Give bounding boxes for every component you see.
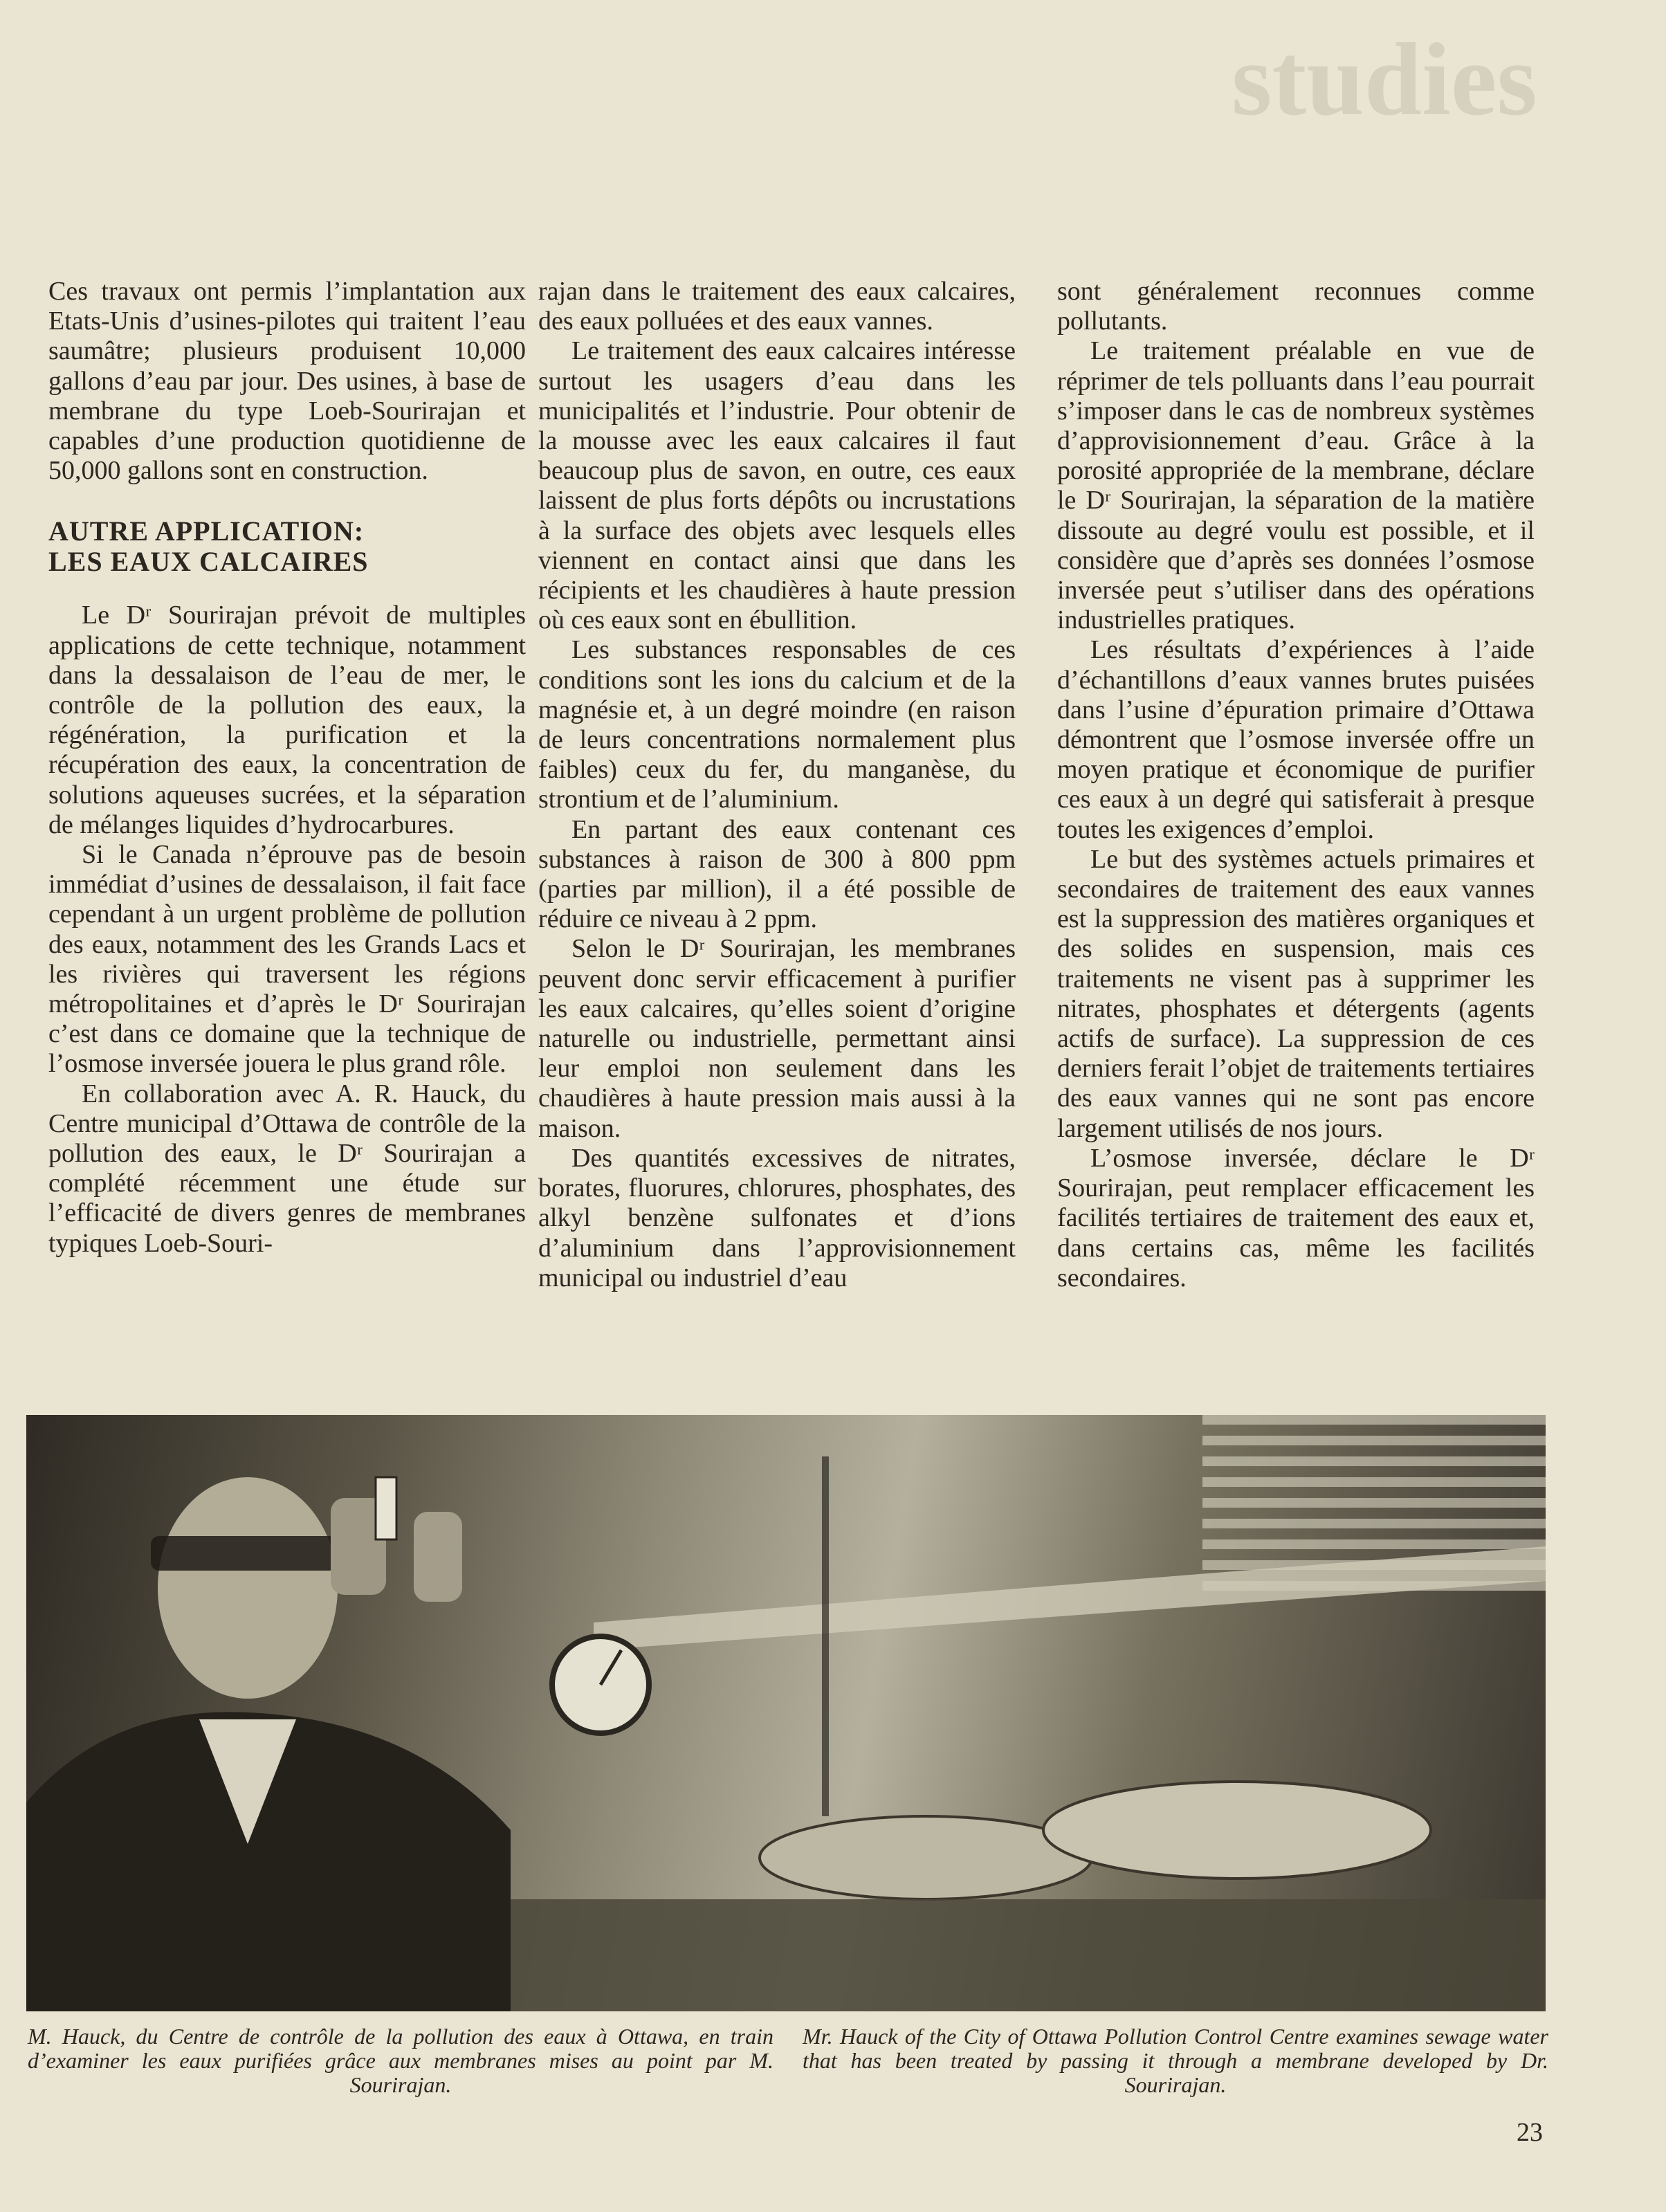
paragraph: sont généralement reconnues comme pollutants. [1057,277,1535,336]
paragraph: Les substances responsables de ces conditions sont les ions du calcium et de la magnésie et, à un degré moindre (en raison de leurs concentrations normalement plus faibles) ceux du fer, du manganèse, du strontium et de l’aluminium. [538,635,1016,814]
page-number: 23 [1517,2118,1543,2147]
photo-caption-english: Mr. Hauck of the City of Ottawa Pollution Control Centre examines sewage water that has been treated by passing it through a membrane developed by Dr. Sourirajan. [803,2024,1548,2097]
section-heading-line-2: LES EAUX CALCAIRES [48,546,369,578]
paragraph: Selon le Dʳ Sourirajan, les membranes peuvent donc servir efficacement à purifier les eaux calcaires, qu’elles soient d’origine naturelle ou industrielle, permettant ainsi leur emploi non seulement dans les chaudières à haute pression mais aussi à la maison. [538,934,1016,1143]
paragraph: Le but des systèmes actuels primaires et secondaires de traitement des eaux vannes est la suppression des matières organiques et des solides en suspension, mais ces traitements ne visent pas à supprimer les nitrates, phosphates et détergents (agents actifs de surface). La suppression de ces derniers ferait l’objet de traitements tertiaires des eaux vannes qui ne sont pas encore largement utilisés de nos jours. [1057,844,1535,1143]
paragraph: L’osmose inversée, déclare le Dʳ Sourirajan, peut remplacer efficacement les facilités tertiaires de traitement des eaux et, dans certains cas, même les facilités secondaires. [1057,1143,1535,1292]
header-bleed-text: studies [1232,28,1537,137]
section-heading-line-1: AUTRE APPLICATION: [48,515,365,547]
paragraph: Le traitement des eaux calcaires intéresse surtout les usagers d’eau dans les municipalités et l’industrie. Pour obtenir de la mousse avec les eaux calcaires il faut beaucoup plus de savon, en outre, ces eaux laissent de plus forts dépôts ou incrustations à la surface des objets avec lesquels elles viennent en contact ainsi que dans les récipients et les chaudières à haute pression où ces eaux sont en ébullition. [538,336,1016,635]
paragraph: Ces travaux ont permis l’implantation aux Etats-Unis d’usines-pilotes qui traitent l’eau saumâtre; plusieurs produisent 10,000 gallons d’eau par jour. Des usines, à base de membrane du type Loeb-Sourirajan et capables d’une production quotidienne de 50,000 gallons sont en construction. [48,277,526,486]
laboratory-photo-drawing [26,1415,1546,2011]
text-column-2 [538,277,1016,1293]
paragraph: Les résultats d’expériences à l’aide d’échantillons d’eaux vannes brutes puisées dans l’usine d’épuration primaire d’Ottawa démontrent que l’osmose inversée offre un moyen pratique et économique de purifier ces eaux à un degré qui satisferait à presque toutes les exigences d’emploi. [1057,635,1535,844]
paragraph: En partant des eaux contenant ces substances à raison de 300 à 800 ppm (parties par million), il a été possible de réduire ce niveau à 2 ppm. [538,814,1016,934]
paragraph: Si le Canada n’éprouve pas de besoin immédiat d’usines de dessalaison, il fait face cependant à un urgent problème de pollution des eaux, notamment des les Grands Lacs et les rivières qui traversent les régions métropolitaines et d’après le Dʳ Sourirajan c’est dans ce domaine que la technique de l’osmose inversée jouera le plus grand rôle. [48,840,526,1079]
paragraph: En collaboration avec A. R. Hauck, du Centre municipal d’Ottawa de contrôle de la pollution des eaux, le Dʳ Sourirajan a complété récemment une étude sur l’efficacité de divers genres de membranes typiques Loeb-Souri- [48,1079,526,1258]
section-heading [48,516,526,577]
paragraph: Des quantités excessives de nitrates, borates, fluorures, chlorures, phosphates, des alkyl benzène sulfonates et d’ions d’aluminium dans l’approvisionnement municipal ou industriel d’eau [538,1143,1016,1292]
text-column-3 [1057,277,1535,1293]
paragraph: rajan dans le traitement des eaux calcaires, des eaux polluées et des eaux vannes. [538,277,1016,336]
laboratory-photo [26,1415,1546,2011]
paragraph: Le Dʳ Sourirajan prévoit de multiples applications de cette technique, notamment dans la dessalaison de l’eau de mer, le contrôle de la pollution des eaux, la régénération, la purification et la récupération des eaux, la concentration de solutions aqueuses sucrées, et la séparation de mélanges liquides d’hydrocarbures. [48,601,526,839]
paragraph: Le traitement préalable en vue de réprimer de tels polluants dans l’eau pourrait s’imposer dans le cas de nombreux systèmes d’approvisionnement d’eau. Grâce à la porosité appropriée de la membrane, déclare le Dʳ Sourirajan, la séparation de la matière dissoute au degré voulu est possible, et il considère que d’après ses données l’osmose inversée peut s’utiliser dans des opérations industrielles pratiques. [1057,336,1535,635]
text-column-1 [48,277,526,1259]
photo-caption-french: M. Hauck, du Centre de contrôle de la pollution des eaux à Ottawa, en train d’examiner les eaux purifiées grâce aux membranes mises au point par M. Sourirajan. [28,2024,774,2097]
